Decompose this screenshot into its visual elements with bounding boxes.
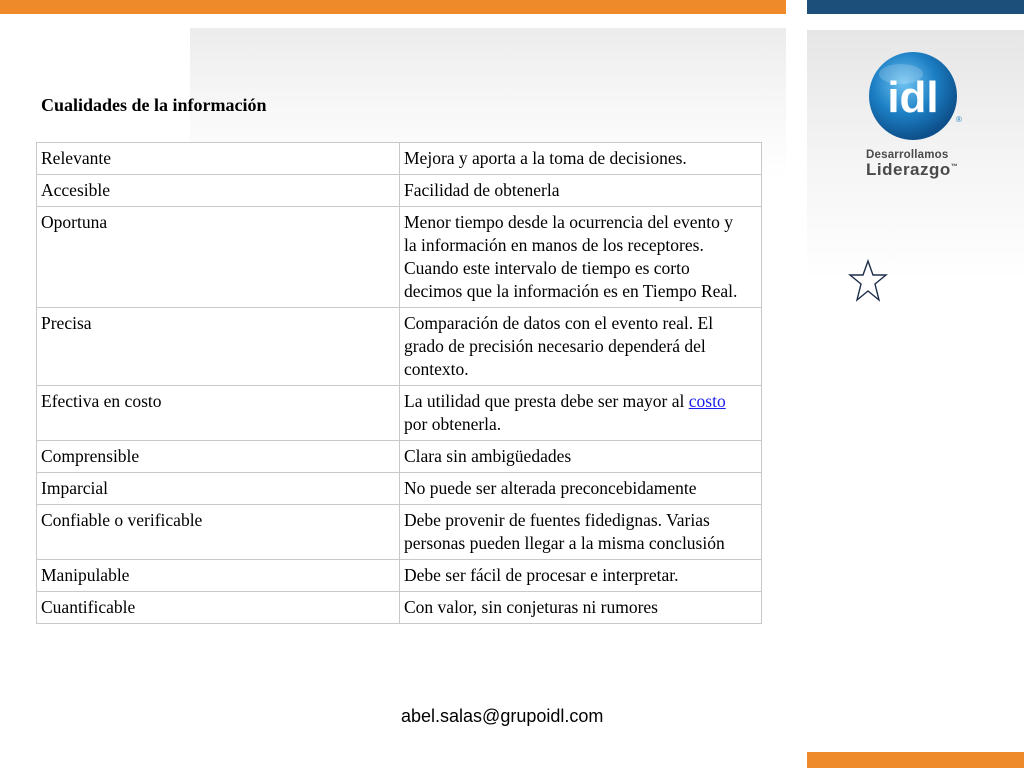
table-row bbox=[37, 441, 762, 473]
star-icon bbox=[848, 258, 888, 304]
quality-label: Comprensible bbox=[37, 441, 400, 473]
logo-tagline-line2: Liderazgo™ bbox=[866, 160, 959, 179]
table-row bbox=[37, 560, 762, 592]
table-row bbox=[37, 473, 762, 505]
table-row bbox=[37, 505, 762, 560]
description-text: por obtenerla. bbox=[404, 414, 502, 434]
table-row bbox=[37, 386, 762, 441]
quality-label: Manipulable bbox=[37, 560, 400, 592]
contact-email: abel.salas@grupoidl.com bbox=[401, 706, 604, 726]
quality-description: No puede ser alterada preconcebidamente bbox=[400, 473, 762, 505]
quality-description bbox=[400, 386, 762, 441]
table-row bbox=[37, 207, 762, 308]
table-row bbox=[37, 143, 762, 175]
quality-label: Confiable o verificable bbox=[37, 505, 400, 560]
description-text: La utilidad que presta debe ser mayor al bbox=[404, 391, 685, 411]
registered-mark: ® bbox=[956, 115, 962, 124]
quality-label: Oportuna bbox=[37, 207, 400, 308]
quality-label: Cuantificable bbox=[37, 592, 400, 624]
quality-description: Clara sin ambigüedades bbox=[400, 441, 762, 473]
table-row bbox=[37, 175, 762, 207]
quality-description: Mejora y aporta a la toma de decisiones. bbox=[400, 143, 762, 175]
quality-label: Relevante bbox=[37, 143, 400, 175]
quality-description: Menor tiempo desde la ocurrencia del evento y la información en manos de los receptores. Cuando este intervalo de tiempo es corto decimos que la información es en Tiempo Real. bbox=[400, 207, 762, 308]
page-title: Cualidades de la información bbox=[41, 95, 267, 115]
quality-label: Imparcial bbox=[37, 473, 400, 505]
table-row bbox=[37, 592, 762, 624]
costo-link[interactable]: costo bbox=[688, 391, 726, 411]
quality-label: Efectiva en costo bbox=[37, 386, 400, 441]
top-blue-bar bbox=[807, 0, 1024, 14]
qualities-table bbox=[36, 142, 762, 624]
logo-mark: idl bbox=[887, 73, 939, 122]
quality-description: Con valor, sin conjeturas ni rumores bbox=[400, 592, 762, 624]
quality-label: Precisa bbox=[37, 308, 400, 386]
logo-tagline-line1: Desarrollamos bbox=[866, 149, 949, 161]
top-orange-bar bbox=[0, 0, 786, 14]
quality-description: Comparación de datos con el evento real. El grado de precisión necesario dependerá del contexto. bbox=[400, 308, 762, 386]
quality-description: Debe provenir de fuentes fidedignas. Varias personas pueden llegar a la misma conclusión bbox=[400, 505, 762, 560]
quality-description: Debe ser fácil de procesar e interpretar. bbox=[400, 560, 762, 592]
table-row bbox=[37, 308, 762, 386]
bottom-orange-bar bbox=[807, 752, 1024, 768]
quality-description: Facilidad de obtenerla bbox=[400, 175, 762, 207]
quality-label: Accesible bbox=[37, 175, 400, 207]
